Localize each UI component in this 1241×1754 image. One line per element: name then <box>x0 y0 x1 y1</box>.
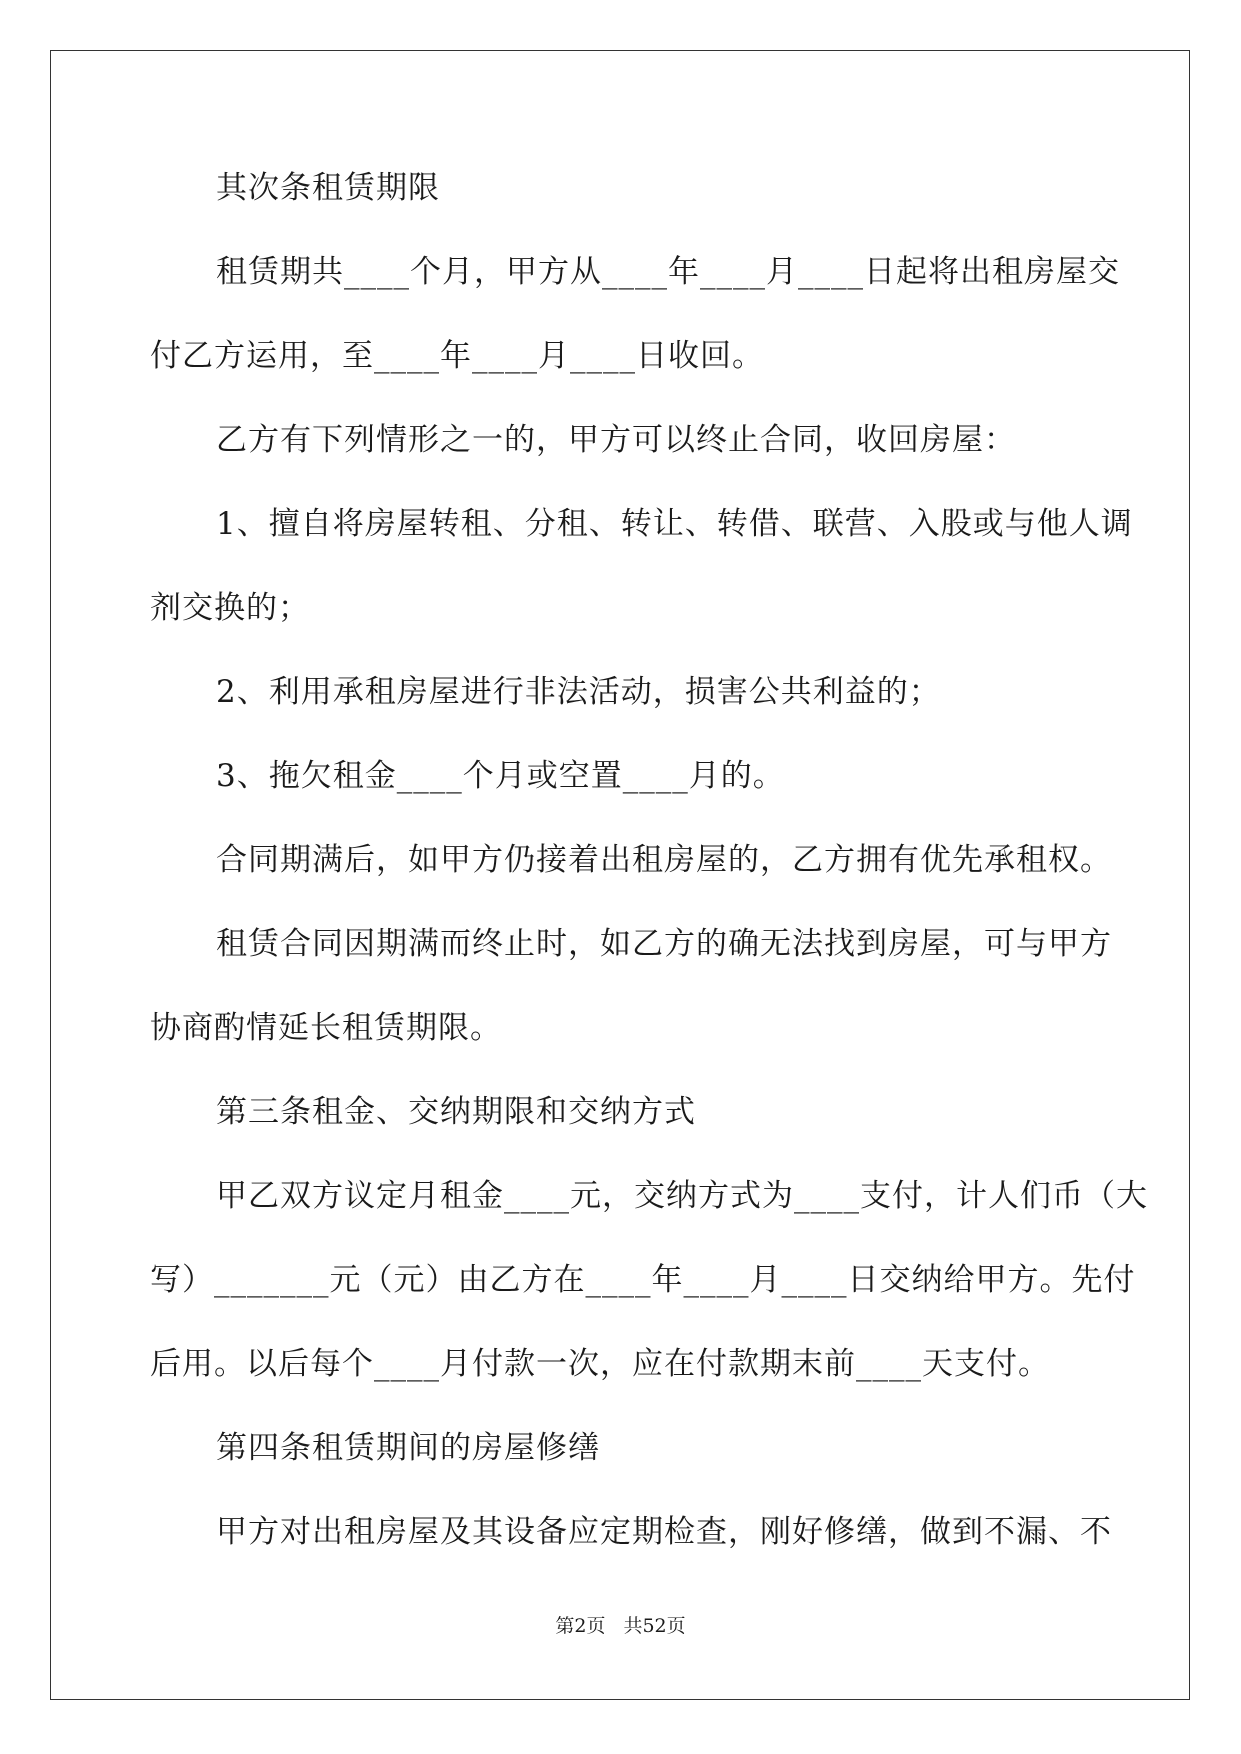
page-total: 共52页 <box>623 1615 686 1637</box>
text-line: 1、擅自将房屋转租、分租、转让、转借、联营、入股或与他人调 <box>216 506 1133 542</box>
text-line: 付乙方运用，至____年____月____日收回。 <box>150 338 764 374</box>
text-line: 乙方有下列情形之一的，甲方可以终止合同，收回房屋： <box>216 422 1016 458</box>
text-line: 剂交换的； <box>150 590 310 626</box>
document-body <box>150 168 1148 1596</box>
text-line: 甲乙双方议定月租金____元，交纳方式为____支付，计人们币（大 <box>216 1178 1148 1214</box>
text-line: 租赁期共____个月，甲方从____年____月____日起将出租房屋交 <box>216 254 1120 290</box>
text-line: 甲方对出租房屋及其设备应定期检查，刚好修缮，做到不漏、不 <box>216 1514 1112 1550</box>
text-line: 租赁合同因期满而终止时，如乙方的确无法找到房屋，可与甲方 <box>216 926 1112 962</box>
text-line: 写）_______元（元）由乙方在____年____月____日交纳给甲方。先付 <box>150 1262 1136 1298</box>
text-line: 3、拖欠租金____个月或空置____月的。 <box>216 758 785 794</box>
text-line: 2、利用承租房屋进行非法活动，损害公共利益的； <box>216 674 941 710</box>
page-footer <box>0 1614 1241 1638</box>
text-line: 其次条租赁期限 <box>216 170 440 206</box>
text-line: 协商酌情延长租赁期限。 <box>150 1010 502 1046</box>
section-heading: 第三条租金、交纳期限和交纳方式 <box>216 1094 696 1130</box>
page-number: 第2页 <box>555 1615 606 1637</box>
text-line: 后用。以后每个____月付款一次，应在付款期末前____天支付。 <box>150 1346 1050 1382</box>
section-heading: 第四条租赁期间的房屋修缮 <box>216 1430 600 1466</box>
text-line: 合同期满后，如甲方仍接着出租房屋的，乙方拥有优先承租权。 <box>216 842 1112 878</box>
